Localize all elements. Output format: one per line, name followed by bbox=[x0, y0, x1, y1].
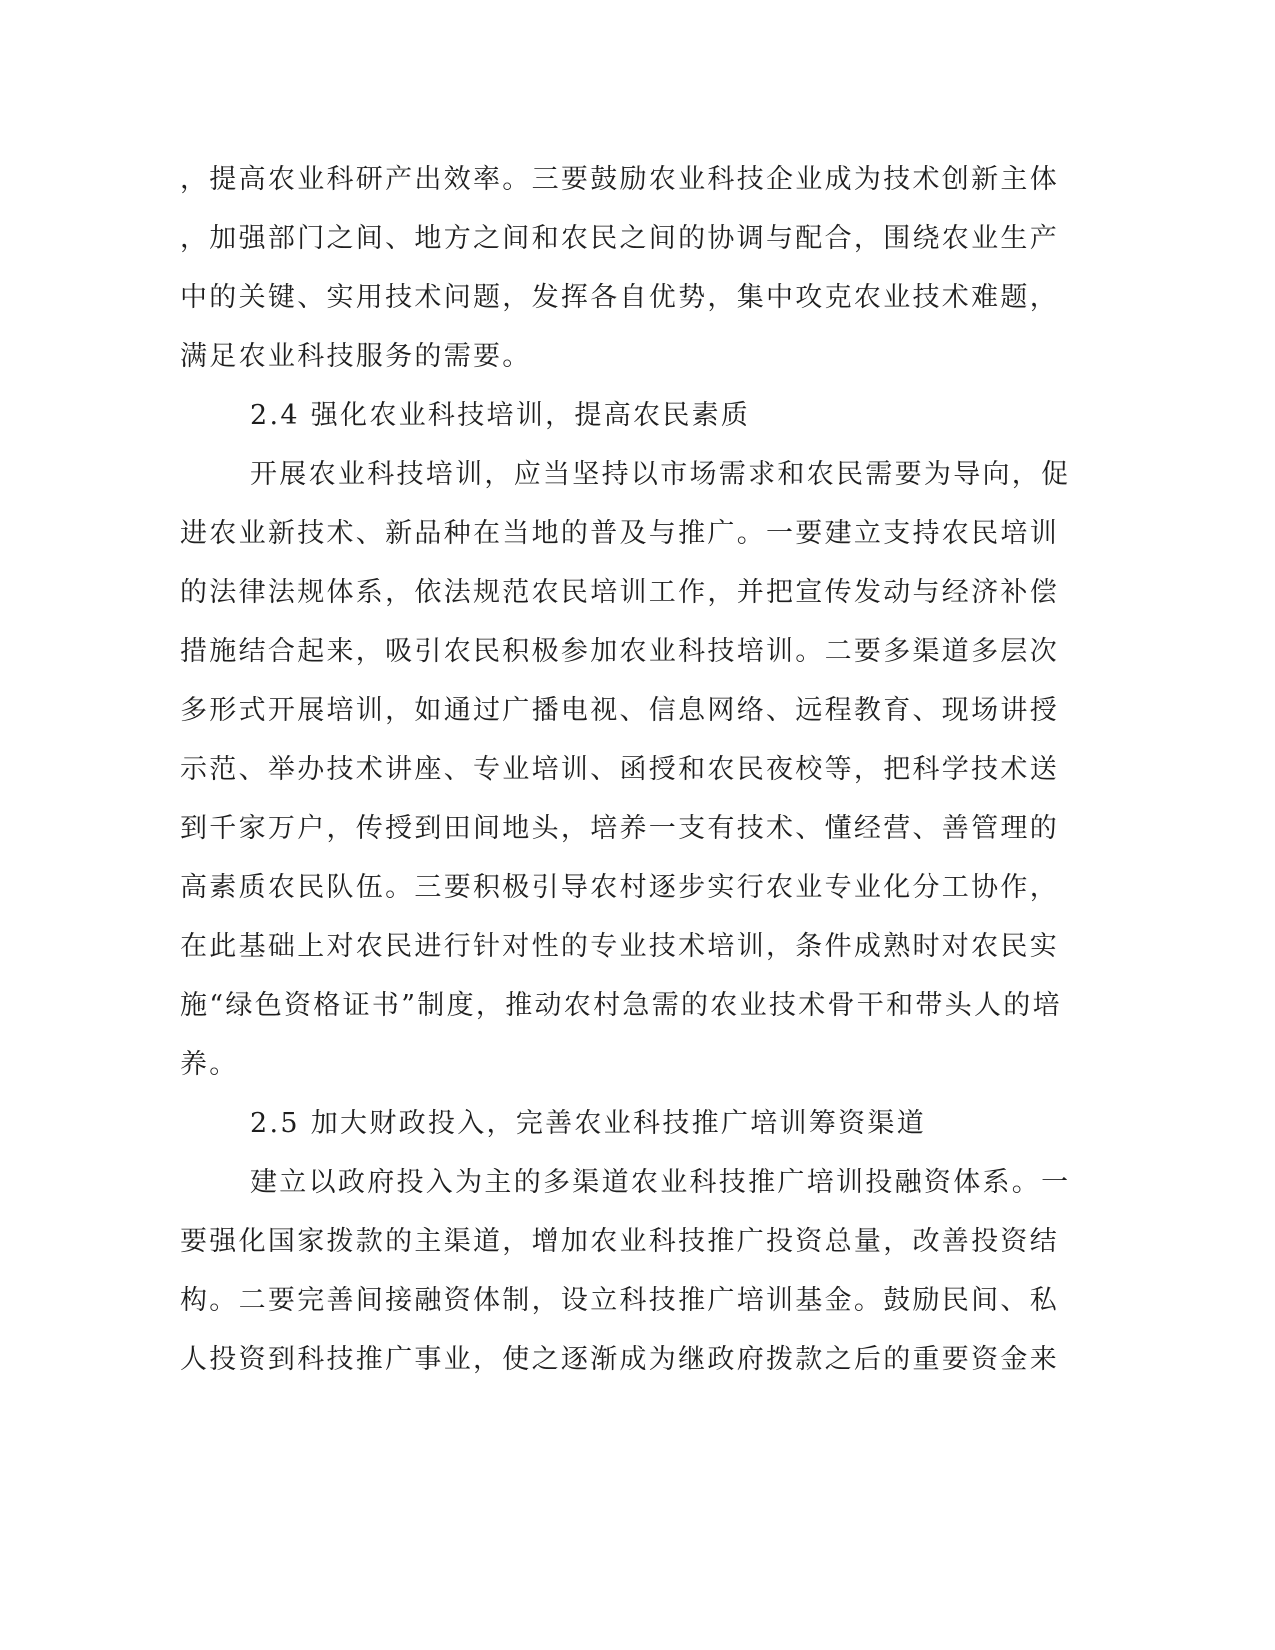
body-text-line: 满足农业科技服务的需要。 bbox=[180, 341, 532, 372]
body-text-line: 在此基础上对农民进行针对性的专业技术培训，条件成熟时对农民实 bbox=[180, 931, 1059, 962]
body-text-line: 高素质农民队伍。三要积极引导农村逐步实行农业专业化分工协作， bbox=[180, 872, 1059, 903]
body-text-line: ，提高农业科研产出效率。三要鼓励农业科技企业成为技术创新主体 bbox=[180, 164, 1059, 195]
body-text-line: 构。二要完善间接融资体制，设立科技推广培训基金。鼓励民间、私 bbox=[180, 1285, 1059, 1316]
body-text-line: 多形式开展培训，如通过广播电视、信息网络、远程教育、现场讲授 bbox=[180, 695, 1059, 726]
body-text-line: 开展农业科技培训，应当坚持以市场需求和农民需要为导向，促 bbox=[250, 459, 1071, 490]
body-text-line: ，加强部门之间、地方之间和农民之间的协调与配合，围绕农业生产 bbox=[180, 223, 1059, 254]
body-text-line: 施“绿色资格证书”制度，推动农村急需的农业技术骨干和带头人的培 bbox=[180, 990, 1062, 1021]
body-text-line: 示范、举办技术讲座、专业培训、函授和农民夜校等，把科学技术送 bbox=[180, 754, 1059, 785]
body-text-line: 进农业新技术、新品种在当地的普及与推广。一要建立支持农民培训 bbox=[180, 518, 1059, 549]
body-text-line: 到千家万户，传授到田间地头，培养一支有技术、懂经营、善管理的 bbox=[180, 813, 1059, 844]
body-text-line: 中的关键、实用技术问题，发挥各自优势，集中攻克农业技术难题， bbox=[180, 282, 1059, 313]
body-text-line: 措施结合起来，吸引农民积极参加农业科技培训。二要多渠道多层次 bbox=[180, 636, 1059, 667]
body-text-line: 要强化国家拨款的主渠道，增加农业科技推广投资总量，改善投资结 bbox=[180, 1226, 1059, 1257]
body-text-line: 人投资到科技推广事业，使之逐渐成为继政府拨款之后的重要资金来 bbox=[180, 1344, 1059, 1375]
body-text-line: 的法律法规体系，依法规范农民培训工作，并把宣传发动与经济补偿 bbox=[180, 577, 1059, 608]
body-text-line: 建立以政府投入为主的多渠道农业科技推广培训投融资体系。一 bbox=[250, 1167, 1071, 1198]
body-text-line: 养。 bbox=[180, 1049, 239, 1080]
section-heading-2-4: 2.4 强化农业科技培训，提高农民素质 bbox=[250, 400, 751, 431]
section-heading-2-5: 2.5 加大财政投入，完善农业科技推广培训筹资渠道 bbox=[250, 1108, 927, 1139]
